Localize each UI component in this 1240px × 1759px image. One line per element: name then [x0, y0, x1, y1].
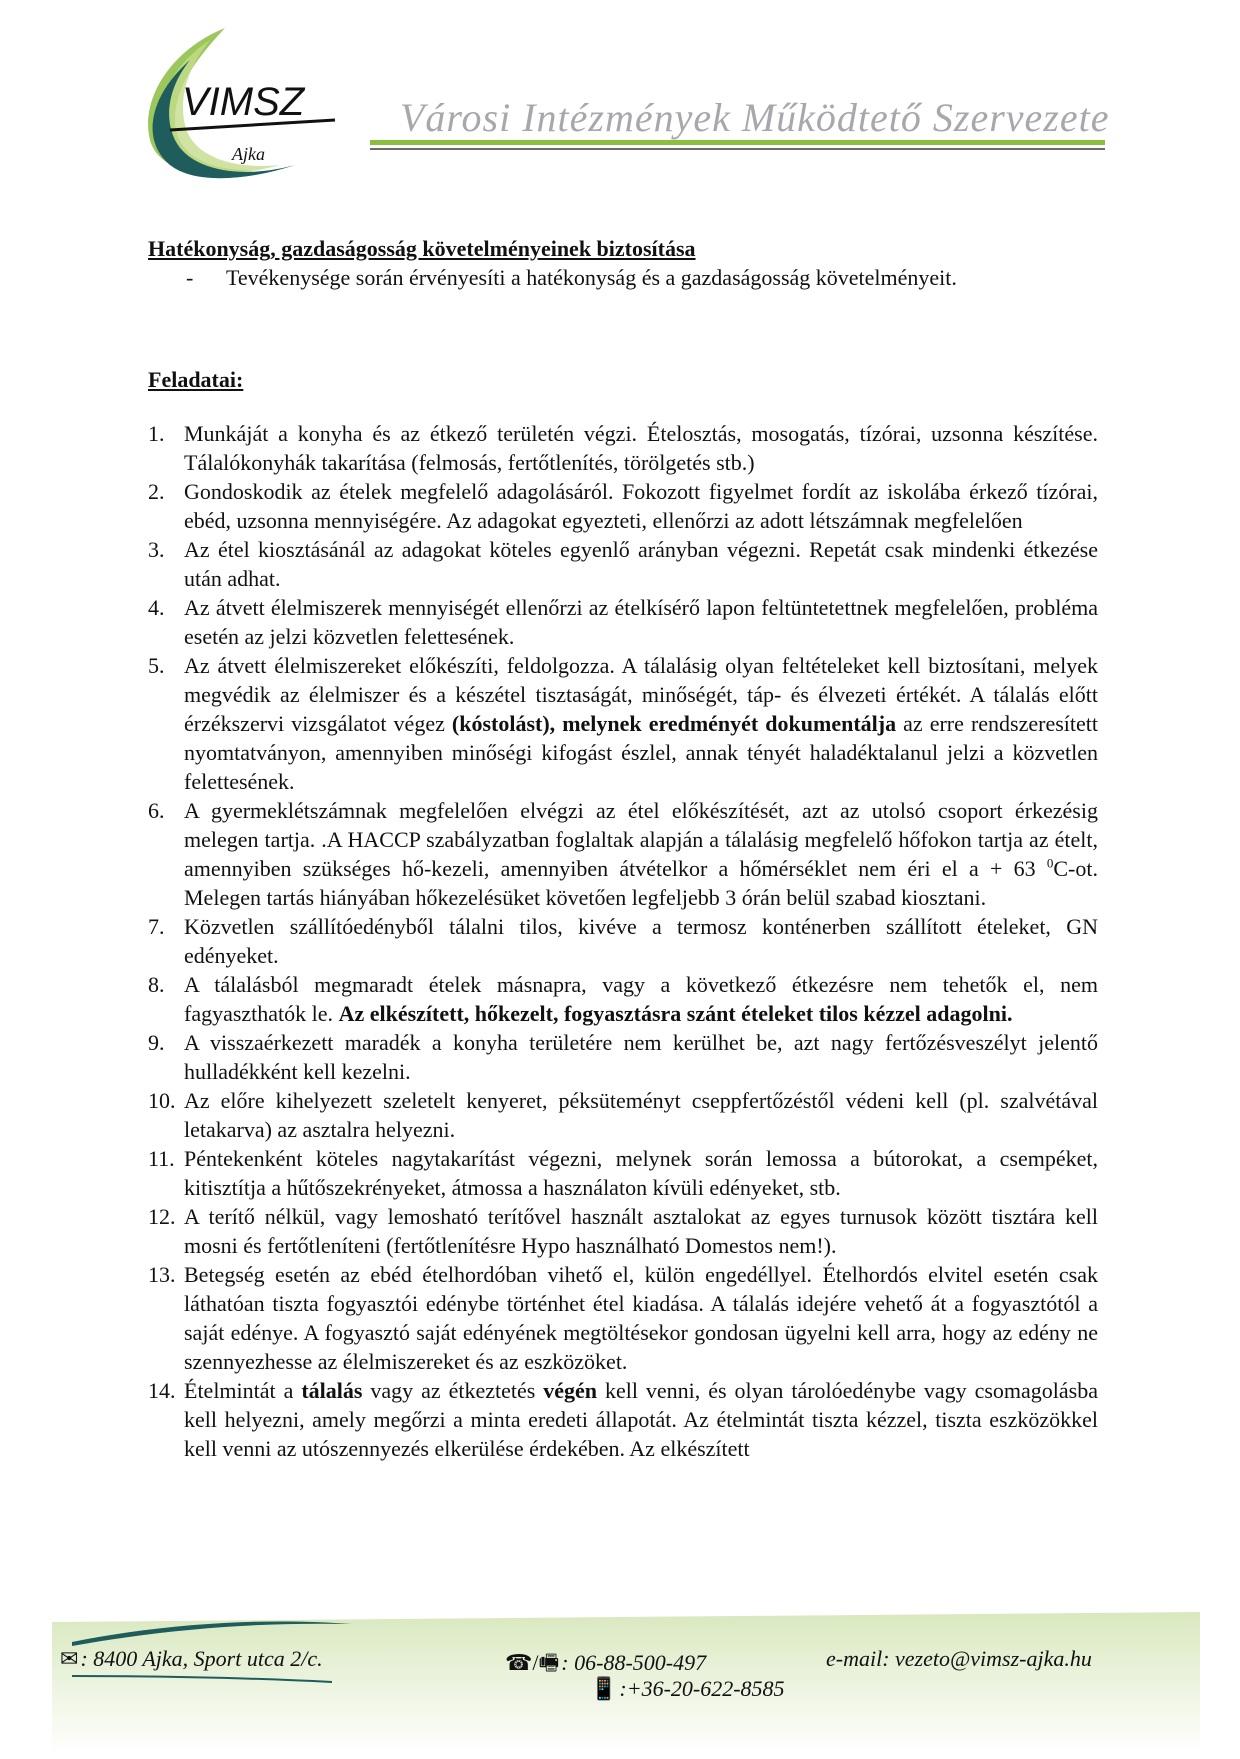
task-item	[148, 1376, 1098, 1463]
task-item	[148, 477, 1098, 535]
task-text: Az átvett élelmiszerek mennyiségét ellenőrzi az ételkísérő lapon feltüntetettnek megfelelően, probléma esetén az jelzi közvetlen felettesének.	[184, 595, 1098, 649]
task-text: Az étel kiosztásánál az adagokat köteles egyenlő arányban végezni. Repetát csak mindenki étkezése után adhat.	[184, 537, 1098, 591]
task-number: 3.	[148, 537, 165, 562]
footer-mobile	[590, 1676, 785, 1702]
phone-fax-icon: ☎/🖷	[505, 1650, 560, 1675]
footer-address	[60, 1646, 323, 1672]
task-text-part: az erre rendszeresített nyomtatványon, amennyiben minőségi kifogást észlel, annak tényét haladéktalanul jelzi a közvetlen felettesének.	[184, 711, 1098, 794]
dash-item-text: Tevékenysége során érvényesíti a hatékonyság és a gazdaságosság követelményeit.	[226, 265, 957, 290]
email-link[interactable]: vezeto@vimsz-ajka.hu	[895, 1646, 1092, 1671]
header-rule-gray	[370, 148, 1105, 150]
task-text	[184, 651, 1098, 796]
task-number: 12.	[148, 1204, 176, 1229]
task-text: Közvetlen szállítóedényből tálalni tilos, kivéve a termosz konténerben szállított ételeket, GN edényeket.	[184, 914, 1098, 968]
task-text-part: Ételmintát a	[184, 1378, 302, 1403]
mobile-phone-icon: 📱	[590, 1676, 618, 1701]
task-number: 5.	[148, 653, 165, 678]
task-item	[148, 970, 1098, 1028]
dash-list-item	[148, 263, 1098, 292]
task-number: 13.	[148, 1262, 176, 1287]
document-body	[148, 234, 1098, 1463]
task-number: 14.	[148, 1378, 176, 1403]
logo-text: VIMSZ	[182, 80, 305, 124]
task-text: Péntekenként köteles nagytakarítást végezni, melynek során lemossa a bútorokat, a csempéket, kitisztítja a hűtőszekrényeket, átmossa a használaton kívüli edényeket, stb.	[184, 1146, 1098, 1200]
task-text: Munkáját a konyha és az étkező területén végzi. Ételosztás, mosogatás, tízórai, uzsonna készítése. Tálalókonyhák takarítása (felmosás, fertőtlenítés, törölgetés stb.)	[184, 421, 1098, 475]
envelope-icon: ✉	[60, 1646, 79, 1671]
email-label: e-mail:	[826, 1646, 896, 1671]
section-title-tasks: Feladatai:	[148, 367, 244, 392]
vimsz-logo	[130, 20, 360, 195]
task-item	[148, 1202, 1098, 1260]
task-number: 1.	[148, 421, 165, 446]
address-text: : 8400 Ajka, Sport utca 2/c.	[80, 1646, 323, 1671]
task-number: 6.	[148, 798, 165, 823]
task-text: A visszaérkezett maradék a konyha területére nem kerülhet be, azt nagy fertőzésveszélyt jelentő hulladékként kell kezelni.	[184, 1030, 1098, 1084]
task-text: Az előre kihelyezett szeletelt kenyeret, péksüteményt cseppfertőzéstől védeni kell (pl. szalvétával letakarva) az asztalra helyezni.	[184, 1088, 1098, 1142]
task-text-part: A gyermeklétszámnak megfelelően elvégzi az étel előkészítését, azt az utolsó csoport érkezésig melegen tartja. .A HACCP szabályzatban foglaltak alapján a tálalásig megfelelő hőfokon tartja az ételt, amennyiben szükséges hő-kezeli, amennyiben átvételkor a hőmérséklet nem éri el a + 63	[184, 798, 1098, 881]
task-text: Betegség esetén az ebéd ételhordóban vihető el, külön engedéllyel. Ételhordós elvitel esetén csak láthatóan tiszta fogyasztói edénybe történhet étel kiadása. A tálalás idejére vehető át a fogyasztótól a saját edénye. A fogyasztó saját edényének megtöltésekor gondosan ügyelni kell arra, hogy az edény ne szennyezhesse az élelmiszereket és az eszközöket.	[184, 1262, 1098, 1374]
task-list	[148, 419, 1098, 1463]
dash-bullet: -	[186, 265, 194, 290]
mobile-text: :+36-20-622-8585	[619, 1676, 785, 1701]
task-text: Gondoskodik az ételek megfelelő adagolásáról. Fokozott figyelmet fordít az iskolába érkező tízórai, ebéd, uzsonna mennyiségére. Az adagokat egyezteti, ellenőrzi az adott létszámnak megfelelően	[184, 479, 1098, 533]
task-item	[148, 593, 1098, 651]
task-number: 11.	[148, 1146, 175, 1171]
task-text-bold: Az elkészített, hőkezelt, fogyasztásra szánt ételeket tilos kézzel adagolni.	[338, 1001, 1013, 1026]
task-text-part: A tálalásból megmaradt ételek másnapra, vagy a következő étkezésre nem tehetők el, nem fagyaszthatók le.	[184, 972, 1098, 1026]
task-item	[148, 419, 1098, 477]
task-item	[148, 1260, 1098, 1376]
header-rule-green	[370, 140, 1105, 145]
task-number: 2.	[148, 479, 165, 504]
task-item	[148, 651, 1098, 796]
task-text-part: kell venni, és olyan tárolóedénybe vagy csomagolásba kell helyezni, amely megőrzi a minta eredeti állapotát. Az ételmintát tiszta kézzel, tiszta eszközökkel kell venni az utószennyezés elkerülése érdekében. Az elkészített	[184, 1378, 1099, 1461]
phone-text: : 06-88-500-497	[561, 1650, 707, 1675]
task-item	[148, 796, 1098, 912]
task-item	[148, 1144, 1098, 1202]
task-text-bold: végén	[543, 1378, 598, 1403]
task-number: 9.	[148, 1030, 165, 1055]
section-title-efficiency: Hatékonyság, gazdaságosság követelményeinek biztosítása	[148, 236, 696, 261]
task-text-part: C-ot. Melegen tartás hiányában hőkezelésüket követően legfeljebb 3 órán belül szabad kiosztani.	[184, 856, 1098, 910]
task-number: 7.	[148, 914, 165, 939]
organization-name: Városi Intézmények Működtető Szervezete	[400, 95, 1110, 140]
task-text-bold: tálalás	[301, 1378, 363, 1403]
footer-email	[826, 1646, 1092, 1672]
task-text: A terítő nélkül, vagy lemosható terítővel használt asztalokat az egyes turnusok között tisztára kell mosni és fertőtleníteni (fertőtlenítésre Hypo használható Domestos nem!).	[184, 1204, 1098, 1258]
task-text	[184, 796, 1098, 912]
task-item	[148, 1028, 1098, 1086]
task-item	[148, 912, 1098, 970]
task-number: 4.	[148, 595, 165, 620]
degree-superscript: 0	[1046, 855, 1054, 871]
task-text-part: vagy az étkeztetés	[362, 1378, 544, 1403]
task-item	[148, 1086, 1098, 1144]
task-text-bold: (kóstolást), melynek eredményét dokumentálja	[451, 711, 897, 736]
task-text	[184, 970, 1098, 1028]
task-number: 8.	[148, 972, 165, 997]
task-text-part: Az átvett élelmiszereket előkészíti, feldolgozza. A tálalásig olyan feltételeket kell biztosítani, melyek megvédik az élelmiszer és a készétel tisztaságát, minőségét, táp- és élvezeti értékét. A tálalás előtt érzékszervi vizsgálatot végez	[184, 653, 1098, 736]
task-text	[184, 1376, 1098, 1463]
task-item	[148, 535, 1098, 593]
logo-subtext: Ajka	[232, 144, 265, 164]
task-number: 10.	[148, 1088, 176, 1113]
